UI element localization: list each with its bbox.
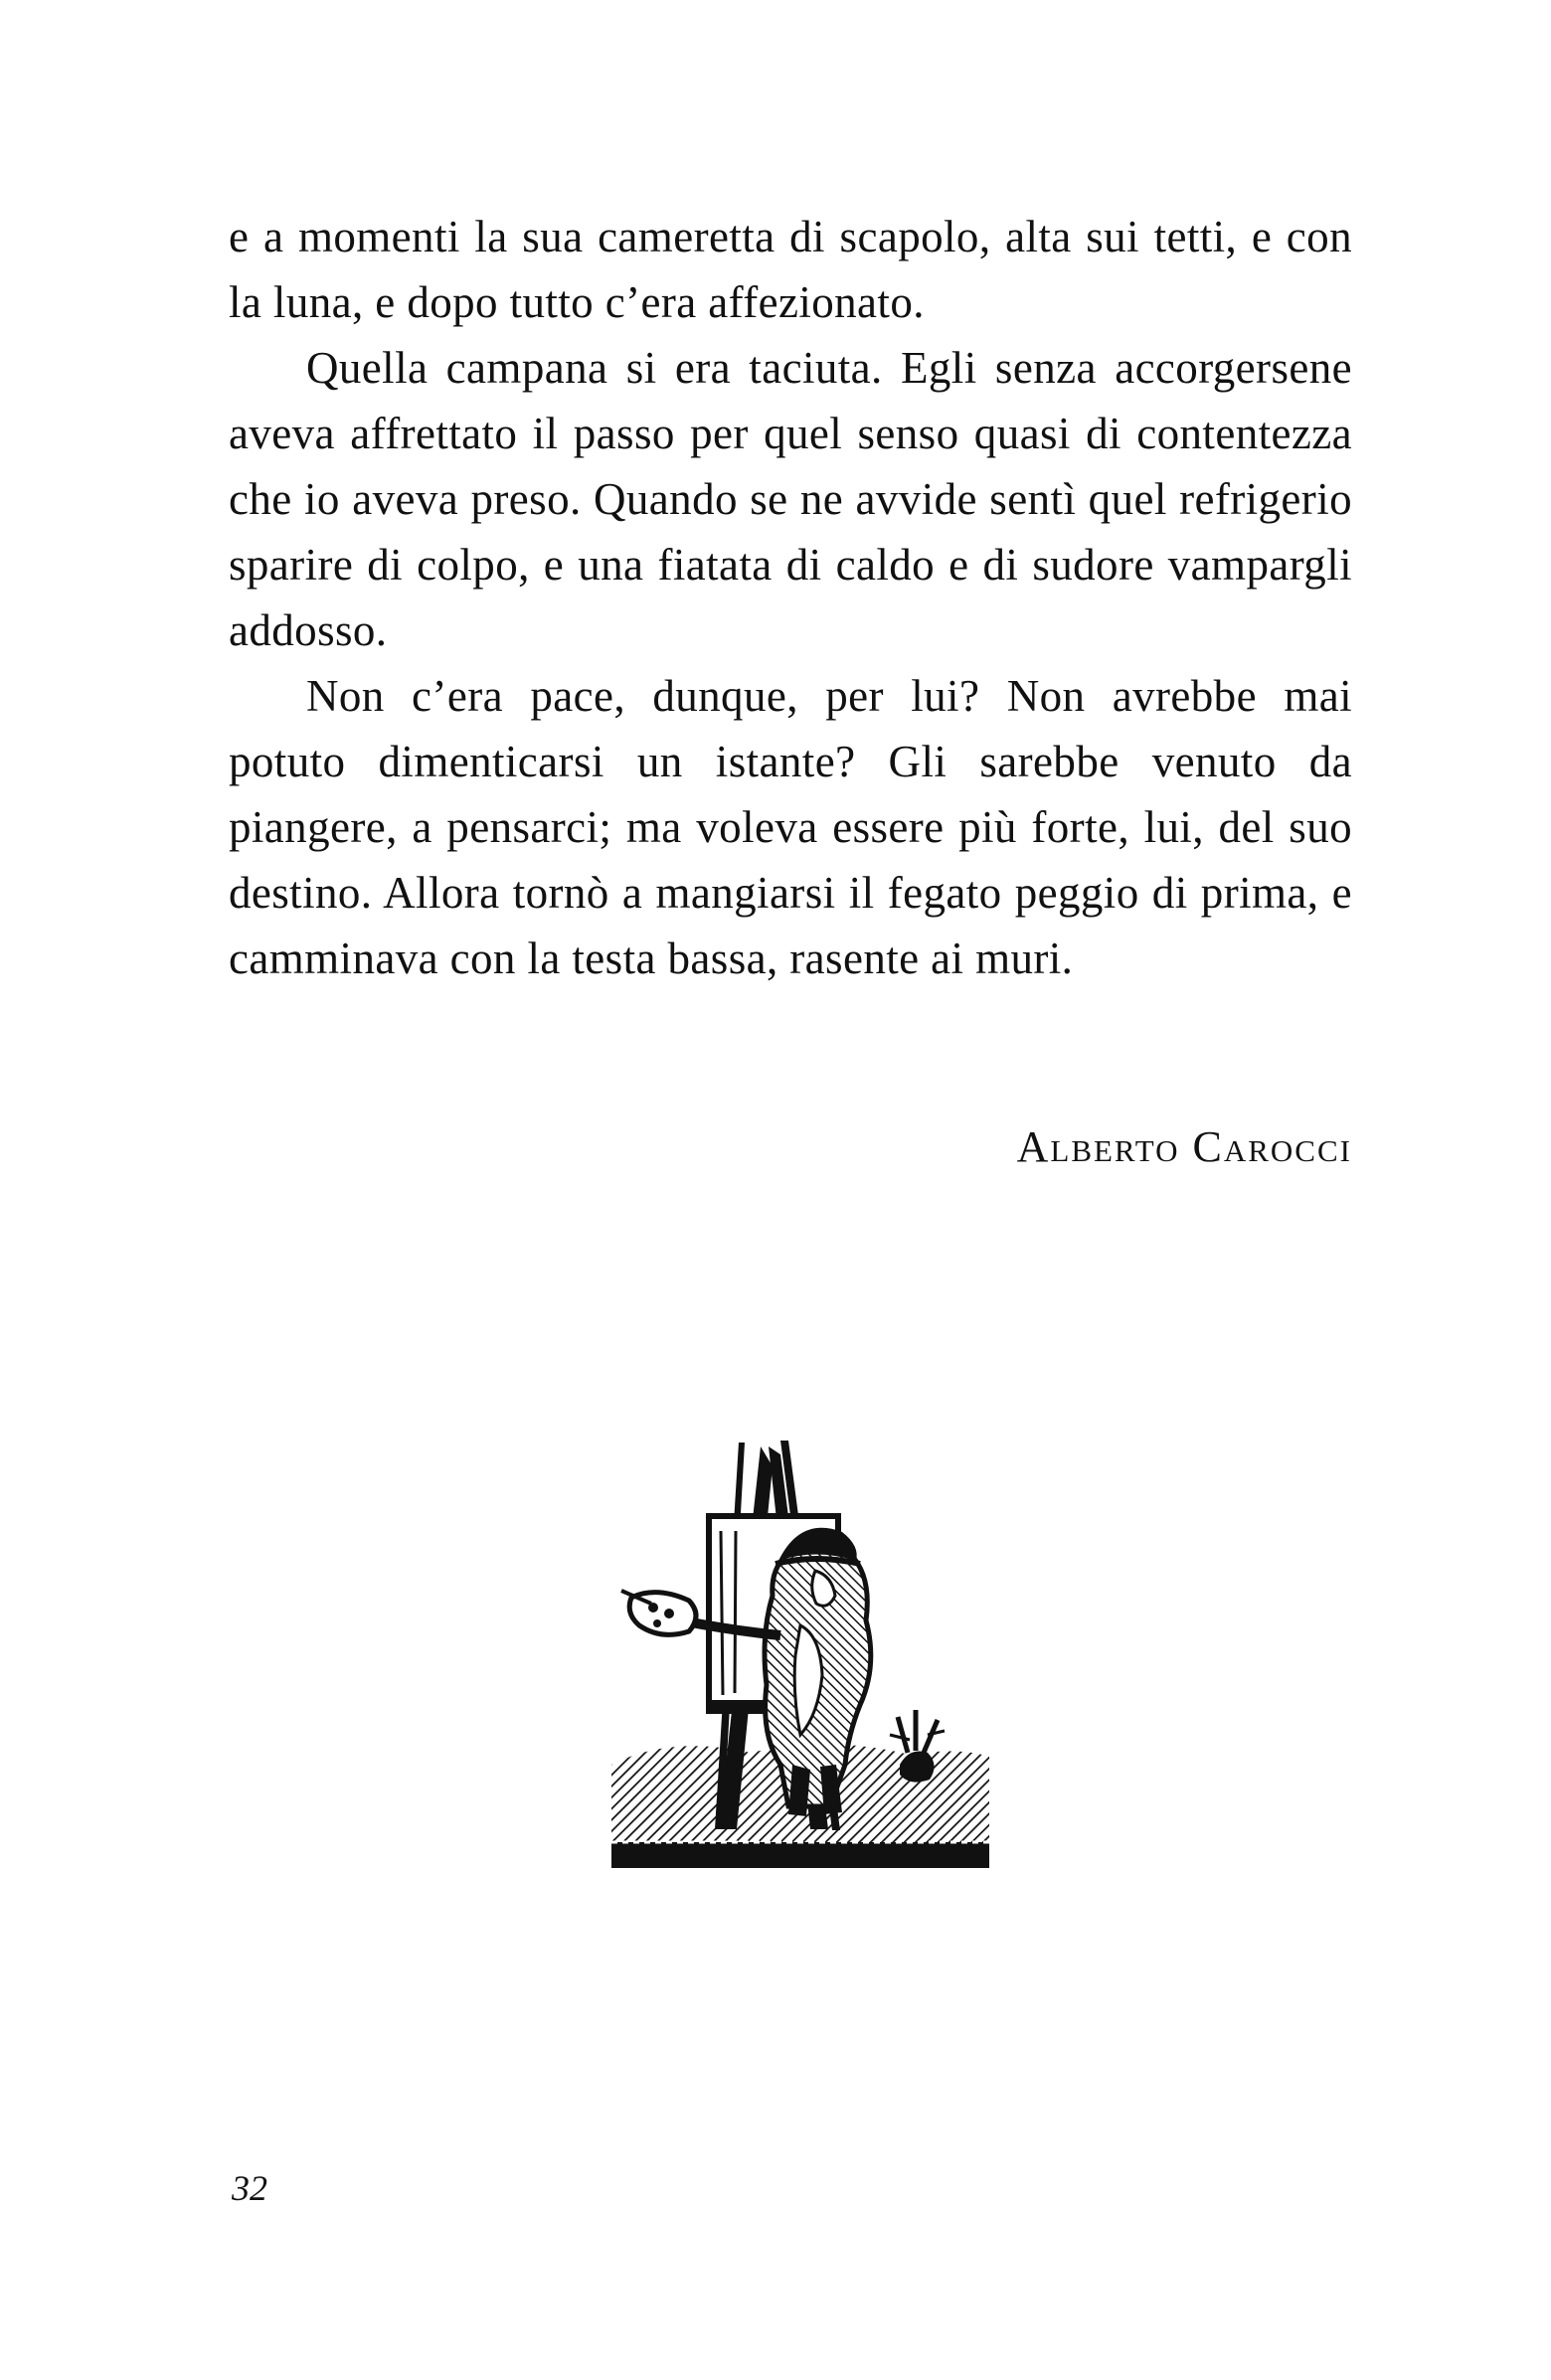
paragraph: Quella campana si era taciuta. Egli senza accorgersene aveva affrettato il passo per quel senso quasi di contentezza che io aveva preso. Quando se ne avvide sentì quel refrigerio sparire di colpo, e una fiatata di caldo e di sudore vampargli addosso. xyxy=(229,343,1352,655)
author-signature: Alberto Carocci xyxy=(1016,1122,1352,1171)
painter-at-easel-woodcut xyxy=(611,1437,989,1879)
paragraph-continuation: e a momenti la sua cameretta di scapolo, alta sui tetti, e con la luna, e dopo tutto c’era affezionato. xyxy=(229,212,1352,327)
body-text xyxy=(229,204,1352,991)
paragraph: Non c’era pace, dunque, per lui? Non avrebbe mai potuto dimenticarsi un istante? Gli sarebbe venuto da piangere, a pensarci; ma voleva essere più forte, lui, del suo destino. Allora tornò a mangiarsi il fegato peggio di prima, e camminava con la testa bassa, rasente ai muri. xyxy=(229,671,1352,983)
page-number: 32 xyxy=(232,2168,267,2208)
